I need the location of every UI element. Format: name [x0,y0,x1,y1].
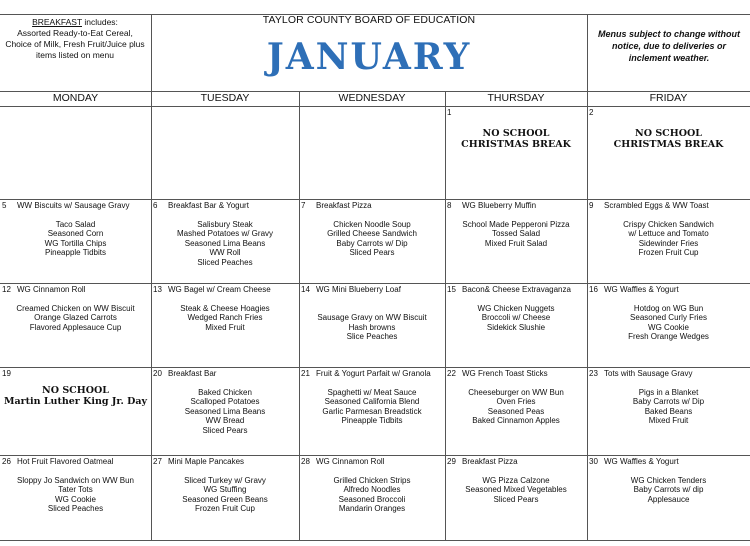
lunch-item: Seasoned Lima Beans [184,238,266,248]
lunch-item: Frozen Fruit Cup [194,504,256,513]
notice-line: NO SCHOOL [42,384,109,396]
day-cell [589,201,748,281]
lunch-item: Baked Beans [644,406,693,416]
day-number: 9 [589,201,594,210]
day-cell [447,457,585,544]
day-cell [153,108,297,197]
lunch-items [589,220,748,258]
lunch-item: Sloppy Jo Sandwich on WW Bun [17,475,134,485]
lunch-item: Seasoned California Blend [324,397,420,406]
lunch-item: Sidewinder Fries [638,238,699,248]
day-cell [447,369,585,453]
day-number: 5 [2,201,7,210]
breakfast-item: Breakfast Bar & Yogurt [168,201,249,210]
lunch-item: WW Roll [209,248,241,257]
day-cell [2,285,149,365]
lunch-item: Sliced Pears [493,494,539,504]
day-number: 16 [589,285,598,294]
lunch-item: WG Chicken Tenders [630,475,707,485]
breakfast-item: Fruit & Yogurt Parfait w/ Granola [316,369,431,378]
lunch-items [2,476,149,514]
lunch-item: Slice Peaches [346,332,398,341]
month-title: JANUARY [266,36,472,78]
breakfast-item: Scrambled Eggs & WW Toast [604,201,709,210]
breakfast-item: WG Waffles & Yogurt [604,285,679,294]
lunch-item: WG Cookie [648,322,689,332]
day-cell [301,108,443,197]
day-number: 14 [301,285,310,294]
lunch-item: Baby Carrots w/ Dip [336,238,408,248]
grid-line [445,91,446,540]
notice-line: NO SCHOOL [635,127,702,139]
day-cell [2,369,149,453]
lunch-item: Sausage Gravy on WW Biscuit [317,313,427,322]
day-cell [301,457,443,544]
lunch-items [589,476,748,505]
no-school-notice [589,128,748,150]
day-number: 30 [589,457,598,466]
lunch-item: WG Tortilla Chips [44,238,107,248]
day-number: 12 [2,285,11,294]
lunch-items [301,388,443,426]
lunch-item: Steak & Cheese Hoagies [180,303,270,313]
breakfast-item: Mini Maple Pancakes [168,457,245,466]
day-number: 21 [301,369,310,378]
lunch-items [301,476,443,514]
lunch-item: Alfredo Noodles [343,485,401,494]
lunch-items [2,220,149,258]
notice-line: Martin Luther King Jr. Day [3,395,147,407]
day-number: 19 [2,369,11,378]
day-cell [589,457,748,544]
grid-line [0,283,750,284]
lunch-items [447,220,585,249]
breakfast-item: WG Cinnamon Roll [17,285,86,294]
lunch-item: Mixed Fruit Salad [484,238,548,248]
weekday-tuesday: TUESDAY [200,92,250,104]
lunch-items [2,304,149,333]
day-cell [301,285,443,365]
lunch-item: Sliced Pears [349,248,395,257]
breakfast-item: Tots with Sausage Gravy [604,369,693,378]
lunch-item: WG Stuffing [203,485,247,494]
day-cell [589,108,748,197]
lunch-item: Grilled Chicken Strips [333,475,411,485]
lunch-item: WG Cookie [55,494,96,504]
lunch-item: Seasoned Lima Beans [184,406,266,416]
weekday-monday: MONDAY [52,92,99,104]
title-block [152,14,586,78]
day-cell [589,285,748,365]
day-cell [447,201,585,281]
no-school-notice [2,385,149,407]
breakfast-item: WG French Toast Sticks [462,369,548,378]
lunch-item: Baked Chicken [198,387,252,397]
lunch-item: Frozen Fruit Cup [638,248,699,257]
grid-line [0,199,750,200]
lunch-item: Orange Glazed Carrots [34,313,117,322]
lunch-item: Tater Tots [58,485,93,494]
lunch-item: Tossed Salad [491,229,541,238]
breakfast-item: WG Waffles & Yogurt [604,457,679,466]
lunch-item: Cheeseburger on WW Bun [468,387,564,397]
lunch-item: Seasoned Green Beans [182,494,268,504]
day-cell [2,201,149,281]
day-number: 28 [301,457,310,466]
breakfast-item: WW Biscuits w/ Sausage Gravy [17,201,130,210]
grid-line [299,91,300,540]
lunch-item: Mixed Fruit [205,322,245,332]
lunch-items [153,388,297,436]
day-cell [2,108,149,197]
breakfast-item: Breakfast Pizza [316,201,372,210]
day-cell [301,369,443,453]
day-number: 23 [589,369,598,378]
lunch-item: Sliced Peaches [197,257,253,267]
breakfast-item: Bacon& Cheese Extravaganza [462,285,571,294]
lunch-item: Broccoli w/ Cheese [481,313,551,322]
breakfast-note-label: BREAKFAST [32,17,82,27]
lunch-item: Seasoned Broccoli [338,494,406,504]
lunch-item: Hash browns [348,322,396,332]
day-cell [153,457,297,544]
lunch-item: Pigs in a Blanket [638,387,699,397]
lunch-item: Seasoned Peas [487,406,545,416]
lunch-item: Sliced Turkey w/ Gravy [184,475,266,485]
breakfast-line: items listed on menu [36,50,114,60]
lunch-items [153,476,297,514]
lunch-item: w/ Lettuce and Tomato [628,229,709,238]
lunch-item: Scalloped Potatoes [190,397,260,406]
lunch-item: Sliced Peaches [47,504,104,513]
day-cell [447,285,585,365]
breakfast-item: WG Cinnamon Roll [316,457,385,466]
day-number: 2 [589,108,594,117]
breakfast-line: Choice of Milk, Fresh Fruit/Juice plus [5,39,145,49]
day-number: 15 [447,285,456,294]
day-number: 6 [153,201,158,210]
day-cell [153,285,297,365]
day-cell [447,108,585,197]
day-number: 29 [447,457,456,466]
lunch-item: Garlic Parmesan Breadstick [322,406,422,416]
lunch-item: Mixed Fruit [648,416,689,425]
lunch-item: Grilled Cheese Sandwich [327,229,417,238]
day-number: 13 [153,285,162,294]
lunch-item: Seasoned Corn [47,229,104,238]
day-number: 27 [153,457,162,466]
lunch-items [447,388,585,426]
breakfast-item: WG Blueberry Muffin [462,201,537,210]
organization-name: TAYLOR COUNTY BOARD OF EDUCATION [262,14,476,26]
lunch-item: Spaghetti w/ Meat Sauce [327,387,417,397]
day-cell [153,201,297,281]
lunch-item: WG Chicken Nuggets [477,303,555,313]
lunch-item: Sliced Pears [202,425,248,435]
lunch-item: Wedged Ranch Fries [187,313,263,322]
lunch-item: Baby Carrots w/ dip [633,485,704,494]
day-cell [589,369,748,453]
lunch-item: Baked Cinnamon Apples [472,416,560,425]
breakfast-item: Hot Fruit Flavored Oatmeal [17,457,114,466]
lunch-items [447,304,585,333]
breakfast-note-rest: includes: [82,17,118,27]
day-number: 26 [2,457,11,466]
grid-line [0,367,750,368]
lunch-items [447,476,585,505]
lunch-items [589,304,748,342]
lunch-items [153,220,297,268]
lunch-item: Chicken Noodle Soup [333,219,411,229]
breakfast-item: WG Bagel w/ Cream Cheese [168,285,271,294]
day-cell [153,369,297,453]
lunch-items [589,388,748,426]
day-cell [2,457,149,544]
no-school-notice [447,128,585,150]
lunch-item: Hotdog on WG Bun [633,303,704,313]
breakfast-item: Breakfast Bar [168,369,217,378]
day-cell [301,201,443,281]
menu-disclaimer: Menus subject to change without notice, due to deliveries or inclement weather. [597,29,740,63]
lunch-item: Flavored Applesauce Cup [29,322,122,332]
notice-line: NO SCHOOL [482,127,550,139]
notice-line: CHRISTMAS BREAK [461,138,571,150]
lunch-item: Creamed Chicken on WW Biscuit [16,303,135,313]
lunch-item: School Made Pepperoni Pizza [462,219,570,229]
lunch-item: Pineapple Tidbits [341,416,403,425]
lunch-item: Seasoned Mixed Vegetables [465,485,567,494]
lunch-item: Applesauce [647,494,690,504]
day-number: 20 [153,369,162,378]
lunch-item: Pineapple Tidbits [45,248,106,257]
lunch-item: Seasoned Curly Fries [630,313,707,322]
lunch-item: Salisbury Steak [197,219,253,229]
breakfast-item: Breakfast Pizza [462,457,518,466]
lunch-items [153,304,297,333]
weekday-wednesday: WEDNESDAY [338,92,406,104]
weekday-friday: FRIDAY [649,92,688,104]
lunch-item: Baby Carrots w/ Dip [632,397,705,406]
lunch-items [301,304,443,342]
grid-line [0,106,750,107]
breakfast-note [0,17,150,61]
day-number: 22 [447,369,456,378]
lunch-item [301,304,443,314]
lunch-item: Fresh Orange Wedges [628,332,709,341]
lunch-item: Taco Salad [55,219,96,229]
day-number: 7 [301,201,306,210]
day-number: 8 [447,201,452,210]
lunch-item: Mashed Potatoes w/ Gravy [176,229,274,238]
lunch-item: Mandarin Oranges [338,504,406,513]
lunch-item: Oven Fries [496,397,536,406]
breakfast-line: Assorted Ready-to-Eat Cereal, [17,28,133,38]
weekday-thursday: THURSDAY [487,92,545,104]
lunch-item: Crispy Chicken Sandwich [623,219,714,229]
grid-line [0,455,750,456]
breakfast-item: WG Mini Blueberry Loaf [316,285,401,294]
lunch-item: WG Pizza Calzone [482,475,550,485]
day-number: 1 [447,108,452,117]
lunch-items [301,220,443,258]
notice-line: CHRISTMAS BREAK [613,138,724,150]
lunch-item: Sidekick Slushie [486,322,546,332]
lunch-item: WW Bread [205,416,245,425]
